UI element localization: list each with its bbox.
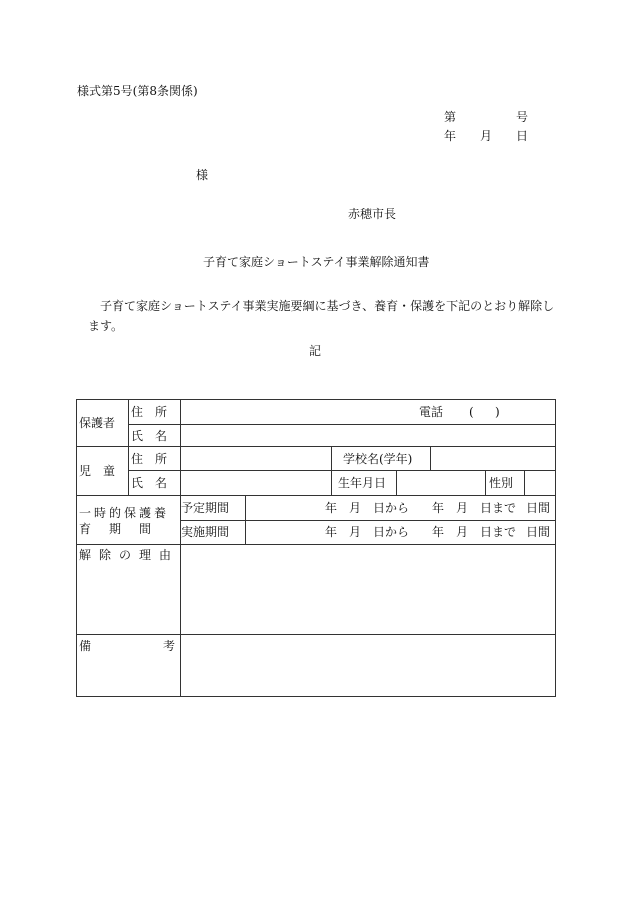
child-name-label: 氏 名 xyxy=(131,476,168,490)
addressee-suffix: 様 xyxy=(196,168,209,182)
child-label: 児 童 xyxy=(79,464,116,478)
scheduled-to-year: 年 xyxy=(432,501,445,515)
date-year: 年 xyxy=(444,129,457,143)
doc-number-prefix: 第 xyxy=(444,110,457,124)
actual-to-month: 月 xyxy=(456,525,469,539)
child-address-label: 住 所 xyxy=(131,452,168,466)
phone-label: 電話 xyxy=(419,405,444,419)
actual-from-year: 年 xyxy=(325,525,338,539)
period-label-line-1: 一時的保護養 xyxy=(79,506,170,520)
scheduled-to-month: 月 xyxy=(456,501,469,515)
body-text-line-1: 子育て家庭ショートステイ事業実施要綱に基づき、養育・保護を下記のとおり解除し xyxy=(100,299,555,313)
scheduled-from-month: 月 xyxy=(349,501,362,515)
guardian-address-label: 住 所 xyxy=(131,405,168,419)
actual-period-label: 実施期間 xyxy=(181,525,230,539)
scheduled-to-day: 日まで xyxy=(480,501,517,515)
doc-number-suffix: 号 xyxy=(516,110,529,124)
scheduled-days: 日間 xyxy=(526,501,551,515)
issuer-name: 赤穂市長 xyxy=(348,207,397,221)
sex-label: 性別 xyxy=(489,476,514,490)
phone-paren-close: ) xyxy=(495,405,500,419)
form-table xyxy=(76,399,556,697)
school-label: 学校名(学年) xyxy=(343,452,413,466)
document-title: 子育て家庭ショートステイ事業解除通知書 xyxy=(203,255,430,269)
scheduled-from-day: 日から xyxy=(373,501,410,515)
actual-from-month: 月 xyxy=(349,525,362,539)
phone-paren-open: ( xyxy=(469,405,474,419)
guardian-label: 保護者 xyxy=(79,416,116,430)
actual-to-year: 年 xyxy=(432,525,445,539)
ki-heading: 記 xyxy=(309,344,322,358)
remarks-label-1: 備 xyxy=(79,639,92,653)
remarks-label-2: 考 xyxy=(163,639,176,653)
birthdate-label: 生年月日 xyxy=(338,476,387,490)
scheduled-period-label: 予定期間 xyxy=(181,501,230,515)
period-label-line-2: 育 期 間 xyxy=(79,522,155,536)
body-text-line-2: ます。 xyxy=(88,319,124,333)
reason-label: 解除の理由 xyxy=(79,548,180,562)
actual-days: 日間 xyxy=(526,525,551,539)
date-month: 月 xyxy=(480,129,493,143)
actual-to-day: 日まで xyxy=(480,525,517,539)
guardian-name-label: 氏 名 xyxy=(131,429,168,443)
form-number: 様式第5号(第8条関係) xyxy=(77,84,198,98)
date-day: 日 xyxy=(516,129,529,143)
scheduled-from-year: 年 xyxy=(325,501,338,515)
actual-from-day: 日から xyxy=(373,525,410,539)
